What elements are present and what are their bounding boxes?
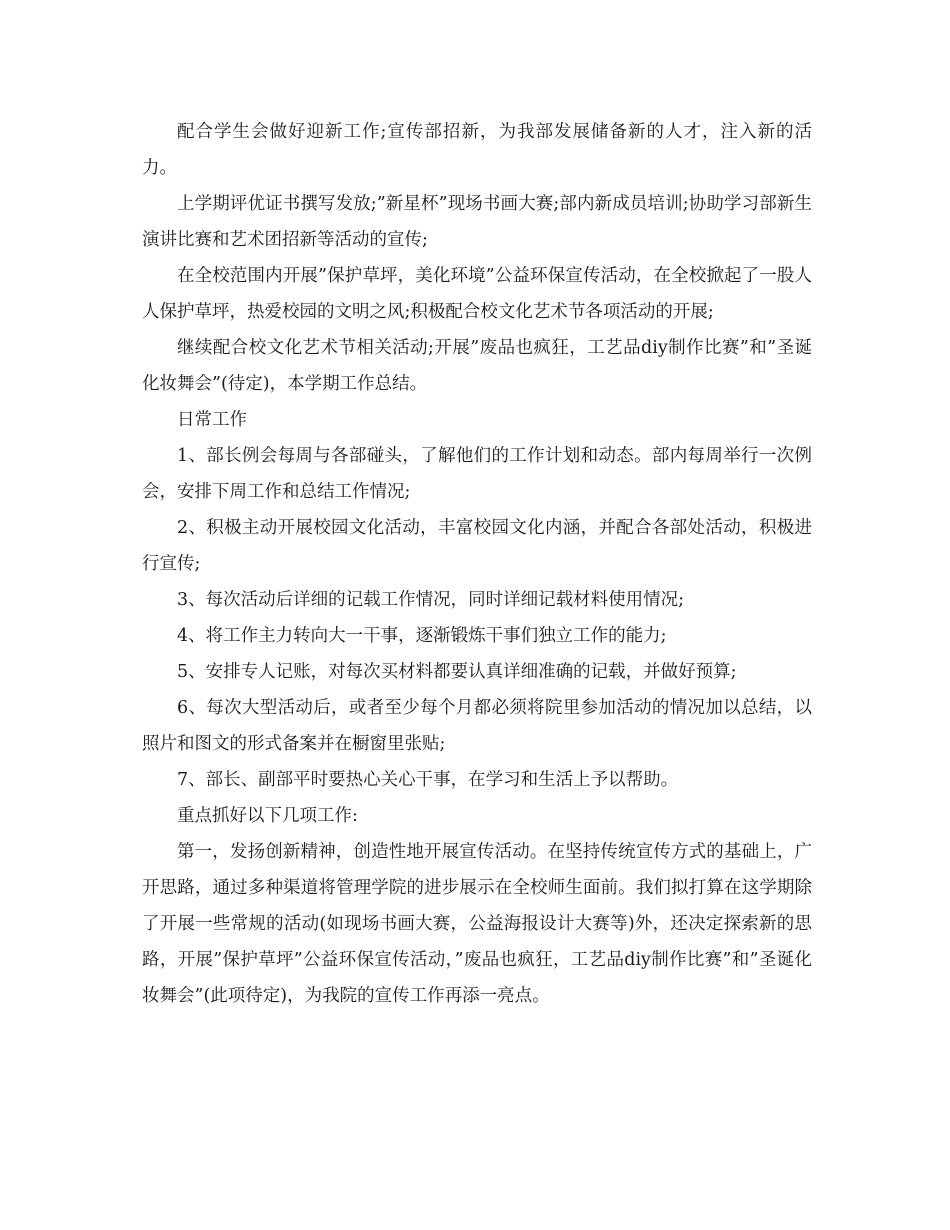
list-item-bookkeeping: 5、安排专人记账，对每次买材料都要认真详细准确的记载，并做好预算; bbox=[177, 662, 737, 682]
section-heading-daily-work: 日常工作 bbox=[177, 410, 247, 430]
list-item-campus-culture: 2、积极主动开展校园文化活动，丰富校园文化内涵，并配合各部处活动，积极进行宣传; bbox=[142, 518, 812, 574]
list-item-freshman-staff: 4、将工作主力转向大一干事，逐渐锻炼干事们独立工作的能力; bbox=[177, 626, 667, 646]
list-item-monthly-summary: 6、每次大型活动后，或者至少每个月都必须将院里参加活动的情况加以总结，以照片和图文的形式备案并在橱窗里张贴; bbox=[142, 698, 812, 754]
list-item-staff-care: 7、部长、副部平时要热心关心干事，在学习和生活上予以帮助。 bbox=[177, 770, 679, 790]
document-body bbox=[142, 114, 812, 1014]
list-item-weekly-meeting: 1、部长例会每周与各部碰头，了解他们的工作计划和动态。部内每周举行一次例会，安排下周工作和总结工作情况; bbox=[142, 446, 812, 502]
list-item-activity-records: 3、每次活动后详细的记载工作情况，同时详细记载材料使用情况; bbox=[177, 590, 685, 610]
paragraph-innovation-first: 第一，发扬创新精神，创造性地开展宣传活动。在坚持传统宣传方式的基础上，广开思路，通过多种渠道将管理学院的进步展示在全校师生面前。我们拟打算在这学期除了开展一些常规的活动(如现场书画大赛，公益海报设计大赛等)外，还决定探索新的思路，开展”保护草坪”公益环保宣传活动，”废品也疯狂，工艺品diy制作比赛”和”圣诞化妆舞会”(此项待定)，为我院的宣传工作再添一亮点。 bbox=[142, 842, 812, 1006]
paragraph-art-festival-activities: 继续配合校文化艺术节相关活动;开展”废品也疯狂，工艺品diy制作比赛”和”圣诞化妆舞会”(待定)，本学期工作总结。 bbox=[142, 338, 812, 394]
paragraph-lawn-protection-campaign: 在全校范围内开展”保护草坪，美化环境”公益环保宣传活动，在全校掀起了一股人人保护草坪，热爱校园的文明之风;积极配合校文化艺术节各项活动的开展; bbox=[142, 266, 812, 322]
section-heading-key-tasks: 重点抓好以下几项工作: bbox=[177, 806, 358, 826]
paragraph-freshman-recruitment: 配合学生会做好迎新工作;宣传部招新，为我部发展储备新的人才，注入新的活力。 bbox=[142, 122, 812, 178]
paragraph-last-semester-events: 上学期评优证书撰写发放;”新星杯”现场书画大赛;部内新成员培训;协助学习部新生演讲比赛和艺术团招新等活动的宣传; bbox=[142, 194, 812, 250]
